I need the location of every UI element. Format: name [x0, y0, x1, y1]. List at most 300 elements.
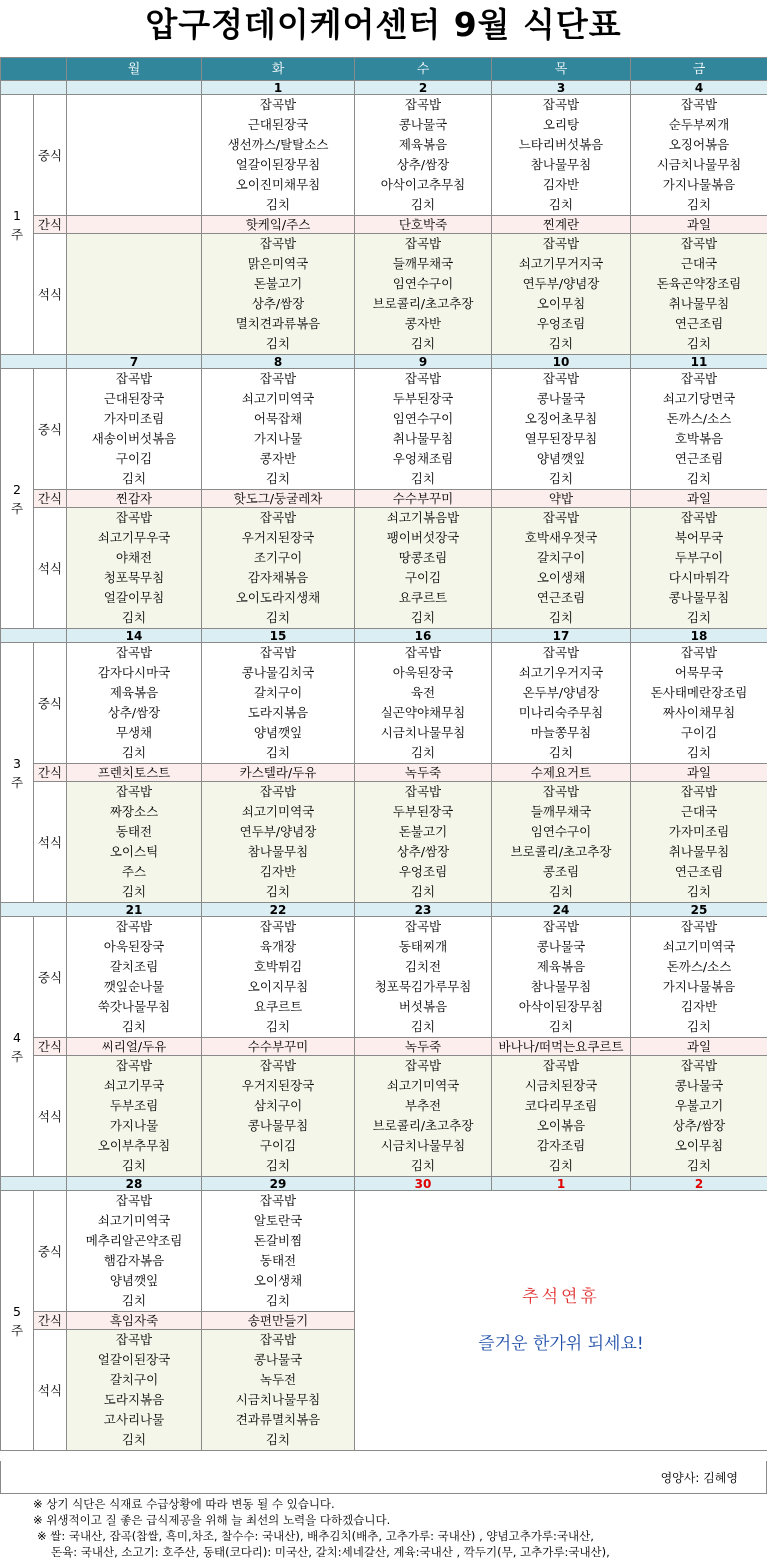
- menu-item: 양념깻잎: [536, 451, 586, 466]
- menu-item: 어묵무국: [674, 665, 724, 680]
- date-row-spacer: [1, 629, 67, 643]
- lunch-cell: [67, 1191, 202, 1312]
- menu-item: 요쿠르트: [398, 590, 448, 605]
- menu-item: 쇠고기무국: [103, 1078, 165, 1093]
- menu-item: 감자조림: [536, 1138, 586, 1153]
- menu-item: 김치: [548, 1019, 574, 1034]
- lunch-cell: [355, 643, 492, 764]
- menu-item: 쇠고기미역국: [662, 939, 736, 954]
- lunch-cell: [631, 369, 767, 490]
- menu-item: 김치: [686, 745, 712, 760]
- menu-item: 돈불고기: [398, 824, 448, 839]
- holiday-title: 추석연휴: [522, 1286, 600, 1307]
- menu-item: 잡곡밥: [680, 919, 718, 934]
- dinner-cell: [631, 782, 767, 903]
- menu-item: 코다리무조림: [524, 1098, 598, 1113]
- menu-item: 쇠고기무우국: [97, 530, 171, 545]
- snack-cell: 핫케잌/주스: [202, 216, 355, 234]
- menu-item: 돈갈비찜: [253, 1233, 303, 1248]
- menu-item: 김치전: [404, 959, 442, 974]
- menu-item: 김치: [121, 471, 147, 486]
- date-cell: 28: [67, 1177, 202, 1191]
- menu-item: 시금치나물무침: [656, 157, 742, 172]
- menu-item: 잡곡밥: [542, 97, 580, 112]
- menu-item: 김치: [121, 1158, 147, 1173]
- menu-item: 호박튀김: [253, 959, 303, 974]
- menu-item: 잡곡밥: [115, 510, 153, 525]
- menu-item: 조기구이: [253, 550, 303, 565]
- menu-item: 돈사태메란장조림: [650, 685, 748, 700]
- menu-item: 잡곡밥: [680, 236, 718, 251]
- menu-item: 얼갈이된장무침: [235, 157, 321, 172]
- menu-item: 오이무침: [674, 1138, 724, 1153]
- menu-item: 김치: [410, 197, 436, 212]
- menu-item: 도라지볶음: [103, 1392, 165, 1407]
- menu-item: 온두부/양념장: [522, 685, 600, 700]
- dinner-cell: [355, 508, 492, 629]
- menu-item: 쇠고기당면국: [662, 391, 736, 406]
- menu-item: 육전: [410, 685, 436, 700]
- menu-item: 김치: [265, 884, 291, 899]
- menu-item: 돈불고기: [253, 276, 303, 291]
- menu-item: 김치: [410, 336, 436, 351]
- menu-item: 잡곡밥: [259, 784, 297, 799]
- menu-item: 상추/쌈장: [672, 1118, 726, 1133]
- date-row-spacer: [1, 81, 67, 95]
- menu-item: 시금치나물무침: [235, 1392, 321, 1407]
- menu-item: 잡곡밥: [542, 371, 580, 386]
- menu-item: 김치: [265, 1432, 291, 1447]
- menu-item: 잡곡밥: [259, 1193, 297, 1208]
- menu-item: 콩나물무침: [247, 1118, 309, 1133]
- date-cell: 18: [631, 629, 767, 643]
- menu-item: 콩나물국: [536, 391, 586, 406]
- menu-item: 실곤약야채무침: [380, 705, 466, 720]
- dinner-cell: [202, 1330, 355, 1451]
- menu-item: 얼갈이된장국: [97, 1352, 171, 1367]
- menu-item: 콩나물무침: [668, 590, 730, 605]
- snack-cell: 핫도그/둥굴레차: [202, 490, 355, 508]
- lunch-cell: [492, 369, 631, 490]
- menu-item: 깻잎순나물: [103, 979, 165, 994]
- dinner-cell: [67, 1330, 202, 1451]
- menu-item: 김치: [548, 745, 574, 760]
- meal-label-dinner: 석식: [34, 1330, 67, 1451]
- menu-item: 아욱된장국: [103, 939, 165, 954]
- menu-item: 우엉조림: [398, 864, 448, 879]
- menu-item: 갈치구이: [253, 685, 303, 700]
- menu-item: 김치: [265, 1293, 291, 1308]
- day-header-4: 금: [631, 58, 767, 81]
- menu-item: 콩나물국: [674, 1078, 724, 1093]
- dinner-cell: [202, 508, 355, 629]
- snack-cell: 수수부꾸미: [355, 490, 492, 508]
- week-label: 5 주: [1, 1191, 34, 1451]
- menu-item: 잡곡밥: [542, 510, 580, 525]
- date-cell: 16: [355, 629, 492, 643]
- snack-cell: 카스텔라/두유: [202, 764, 355, 782]
- menu-item: 취나물무침: [392, 431, 454, 446]
- menu-item: 들깨무채국: [530, 804, 592, 819]
- menu-item: 김치: [265, 1158, 291, 1173]
- menu-item: 구이김: [680, 725, 718, 740]
- snack-cell: 단호박죽: [355, 216, 492, 234]
- menu-item: 잡곡밥: [259, 1058, 297, 1073]
- lunch-cell: [202, 369, 355, 490]
- menu-item: 우불고기: [674, 1098, 724, 1113]
- menu-item: 잡곡밥: [680, 510, 718, 525]
- menu-item: 두부구이: [674, 550, 724, 565]
- menu-item: 오징어초무침: [524, 411, 598, 426]
- menu-item: 삼치구이: [253, 1098, 303, 1113]
- menu-item: 김치: [410, 471, 436, 486]
- menu-item: 잡곡밥: [542, 919, 580, 934]
- menu-item: 잡곡밥: [542, 784, 580, 799]
- menu-item: 오이무침: [536, 296, 586, 311]
- menu-item: 김치: [686, 471, 712, 486]
- snack-cell: 프렌치토스트: [67, 764, 202, 782]
- menu-item: 근대국: [680, 804, 718, 819]
- menu-item: 시금치된장국: [524, 1078, 598, 1093]
- menu-item: 멸치견과류볶음: [235, 316, 321, 331]
- menu-item: 아욱된장국: [392, 665, 454, 680]
- dinner-cell: [202, 782, 355, 903]
- menu-item: 콩나물국: [536, 939, 586, 954]
- lunch-cell: [631, 643, 767, 764]
- menu-item: 김치: [265, 197, 291, 212]
- menu-item: 갈치조림: [109, 959, 159, 974]
- menu-item: 잡곡밥: [404, 97, 442, 112]
- snack-cell: 녹두죽: [355, 764, 492, 782]
- notes: [0, 1496, 767, 1560]
- menu-item: 참나물무침: [247, 844, 309, 859]
- menu-item: 호박새우젓국: [524, 530, 598, 545]
- menu-item: 감자채볶음: [247, 570, 309, 585]
- day-header-0: 월: [67, 58, 202, 81]
- lunch-cell: [202, 95, 355, 216]
- menu-item: 상추/쌈장: [396, 157, 450, 172]
- menu-item: 김치: [265, 1019, 291, 1034]
- dinner-cell: [67, 782, 202, 903]
- menu-item: 잡곡밥: [115, 1058, 153, 1073]
- menu-item: 김자반: [542, 177, 580, 192]
- menu-item: 상추/쌈장: [396, 844, 450, 859]
- day-header-1: 화: [202, 58, 355, 81]
- menu-item: 잡곡밥: [115, 784, 153, 799]
- menu-item: 잡곡밥: [404, 645, 442, 660]
- menu-item: 콩나물국: [253, 1352, 303, 1367]
- menu-item: 김치: [121, 1019, 147, 1034]
- menu-item: 잡곡밥: [115, 645, 153, 660]
- menu-item: 알토란국: [253, 1213, 303, 1228]
- lunch-cell: [492, 95, 631, 216]
- meal-label-dinner: 석식: [34, 782, 67, 903]
- menu-item: 참나물무침: [530, 979, 592, 994]
- menu-item: 콩자반: [259, 451, 297, 466]
- date-row-spacer: [1, 1177, 67, 1191]
- menu-item: 임연수구이: [530, 824, 592, 839]
- note-3: ※ 쌀: 국내산, 잡곡(찹쌀, 흑미,차조, 찰수수: 국내산), 배추김치(배추, 고추가루: 국내산) , 양념고추가루:국내산,: [37, 1529, 594, 1543]
- menu-item: 김치: [121, 610, 147, 625]
- menu-item: 잡곡밥: [259, 236, 297, 251]
- menu-item: 아삭이고추무침: [380, 177, 466, 192]
- menu-item: 브로콜리/초고추장: [372, 296, 474, 311]
- menu-item: 잡곡밥: [680, 97, 718, 112]
- menu-item: 김치: [265, 745, 291, 760]
- menu-item: 청포묵김가루무침: [374, 979, 472, 994]
- meal-label-lunch: 중식: [34, 1191, 67, 1312]
- dinner-cell: [202, 1056, 355, 1177]
- menu-item: 가지나물: [109, 1118, 159, 1133]
- menu-item: 우엉채조림: [392, 451, 454, 466]
- date-cell: 17: [492, 629, 631, 643]
- menu-item: 쑥갓나물무침: [97, 999, 171, 1014]
- menu-item: 잡곡밥: [259, 1332, 297, 1347]
- page-title: 압구정데이케어센터 9월 식단표: [145, 5, 622, 44]
- lunch-cell: [67, 643, 202, 764]
- meal-label-dinner: 석식: [34, 1056, 67, 1177]
- menu-item: 땅콩조림: [398, 550, 448, 565]
- menu-item: 취나물무침: [668, 296, 730, 311]
- menu-item: 연근조림: [674, 316, 724, 331]
- menu-item: 잡곡밥: [542, 236, 580, 251]
- menu-item: 청포묵무침: [103, 570, 165, 585]
- menu-item: 마늘쫑무침: [530, 725, 592, 740]
- menu-item: 임연수구이: [392, 411, 454, 426]
- menu-item: 근대된장국: [247, 117, 309, 132]
- note-1: ※ 상기 식단은 식재료 수급상황에 따라 변동 될 수 있습니다.: [33, 1497, 335, 1511]
- lunch-cell: [631, 95, 767, 216]
- menu-item: 쇠고기미역국: [241, 804, 315, 819]
- menu-item: 미나리숙주무침: [518, 705, 604, 720]
- date-cell: 2: [631, 1177, 767, 1191]
- menu-item: 요쿠르트: [253, 999, 303, 1014]
- date-cell: 25: [631, 903, 767, 917]
- menu-item: 양념깻잎: [109, 1273, 159, 1288]
- meal-label-snack: 간식: [34, 490, 67, 508]
- menu-item: 짜장소스: [109, 804, 159, 819]
- menu-item: 주스: [121, 864, 147, 879]
- menu-item: 김치: [121, 884, 147, 899]
- menu-item: 잡곡밥: [404, 236, 442, 251]
- menu-item: 잡곡밥: [404, 1058, 442, 1073]
- menu-item: 김치: [686, 1019, 712, 1034]
- menu-item: 가지나물볶음: [662, 979, 736, 994]
- menu-item: 제육볶음: [536, 959, 586, 974]
- header-corner: [1, 58, 67, 81]
- menu-item: 김치: [686, 610, 712, 625]
- date-cell: 7: [67, 355, 202, 369]
- menu-item: 맑은미역국: [247, 256, 309, 271]
- menu-item: 잡곡밥: [259, 510, 297, 525]
- date-cell: 23: [355, 903, 492, 917]
- menu-item: 임연수구이: [392, 276, 454, 291]
- menu-item: 오이생채: [253, 1273, 303, 1288]
- menu-item: 가지나물볶음: [662, 177, 736, 192]
- menu-item: 시금치나물무침: [380, 725, 466, 740]
- date-cell: 9: [355, 355, 492, 369]
- menu-item: 느타리버섯볶음: [518, 137, 604, 152]
- lunch-cell: [492, 917, 631, 1038]
- menu-item: 양념깻잎: [253, 725, 303, 740]
- menu-item: 구이김: [115, 451, 153, 466]
- menu-item: 잡곡밥: [542, 645, 580, 660]
- dinner-cell: [631, 1056, 767, 1177]
- date-cell: 10: [492, 355, 631, 369]
- snack-cell: 씨리얼/두유: [67, 1038, 202, 1056]
- snack-cell: 흑임자죽: [67, 1312, 202, 1330]
- menu-item: 김치: [548, 884, 574, 899]
- menu-item: 잡곡밥: [680, 371, 718, 386]
- menu-item: 두부된장국: [392, 804, 454, 819]
- menu-item: 김치: [410, 745, 436, 760]
- menu-item: 쇠고기미역국: [241, 391, 315, 406]
- dinner-cell: [492, 1056, 631, 1177]
- lunch-cell: [202, 643, 355, 764]
- menu-item: 연근조림: [674, 451, 724, 466]
- menu-item: 근대국: [680, 256, 718, 271]
- menu-item: 김치: [410, 1019, 436, 1034]
- menu-item: 김치: [686, 336, 712, 351]
- dinner-cell: [631, 508, 767, 629]
- menu-item: 연근조림: [674, 864, 724, 879]
- menu-item: 제육볶음: [109, 685, 159, 700]
- menu-item: 김치: [686, 1158, 712, 1173]
- menu-item: 김치: [548, 471, 574, 486]
- menu-item: 오이부추무침: [97, 1138, 171, 1153]
- date-cell: 2: [355, 81, 492, 95]
- week-label: 1 주: [1, 95, 34, 355]
- menu-item: 콩나물김치국: [241, 665, 315, 680]
- menu-item: 견과류멸치볶음: [235, 1412, 321, 1427]
- dinner-cell: [492, 234, 631, 355]
- snack-cell: 찐감자: [67, 490, 202, 508]
- snack-cell: 송편만들기: [202, 1312, 355, 1330]
- day-header-3: 목: [492, 58, 631, 81]
- menu-item: 잡곡밥: [680, 1058, 718, 1073]
- menu-item: 잡곡밥: [259, 645, 297, 660]
- menu-item: 쇠고기미역국: [97, 1213, 171, 1228]
- menu-item: 잡곡밥: [680, 645, 718, 660]
- menu-item: 쇠고기미역국: [386, 1078, 460, 1093]
- menu-item: 브로콜리/초고추장: [510, 844, 612, 859]
- menu-item: 김치: [265, 471, 291, 486]
- menu-item: 김치: [410, 610, 436, 625]
- week-label: 4 주: [1, 917, 34, 1177]
- menu-item: 야채전: [115, 550, 153, 565]
- snack-cell: 수제요거트: [492, 764, 631, 782]
- menu-item: 오이도라지생채: [235, 590, 321, 605]
- meal-label-snack: 간식: [34, 764, 67, 782]
- menu-item: 순두부찌개: [668, 117, 730, 132]
- menu-item: 새송이버섯볶음: [91, 431, 177, 446]
- menu-item: 김치: [410, 884, 436, 899]
- snack-cell: [67, 216, 202, 234]
- menu-item: 콩조림: [542, 864, 580, 879]
- meal-label-lunch: 중식: [34, 95, 67, 216]
- lunch-cell: [67, 917, 202, 1038]
- meal-label-snack: 간식: [34, 1038, 67, 1056]
- dinner-cell: [355, 1056, 492, 1177]
- menu-item: 호박볶음: [674, 431, 724, 446]
- menu-item: 어묵잡채: [253, 411, 303, 426]
- date-cell: 14: [67, 629, 202, 643]
- menu-item: 잡곡밥: [115, 371, 153, 386]
- menu-item: 쇠고기무거지국: [518, 256, 604, 271]
- snack-cell: 바나나/떠먹는요쿠르트: [492, 1038, 631, 1056]
- menu-item: 두부조림: [109, 1098, 159, 1113]
- date-row-spacer: [1, 355, 67, 369]
- date-cell: 1: [492, 1177, 631, 1191]
- menu-item: 가자미조림: [668, 824, 730, 839]
- day-header-2: 수: [355, 58, 492, 81]
- menu-item: 돈까스/소스: [666, 411, 732, 426]
- menu-item: 갈치구이: [109, 1372, 159, 1387]
- menu-item: 다시마튀각: [668, 570, 730, 585]
- menu-item: 브로콜리/초고추장: [372, 1118, 474, 1133]
- menu-item: 우거지된장국: [241, 530, 315, 545]
- menu-item: 오징어볶음: [668, 137, 730, 152]
- snack-cell: 약밥: [492, 490, 631, 508]
- dinner-cell: [492, 782, 631, 903]
- dinner-cell: [67, 234, 202, 355]
- menu-item: 버섯볶음: [398, 999, 448, 1014]
- menu-item: 동태전: [259, 1253, 297, 1268]
- menu-item: 콩자반: [404, 316, 442, 331]
- menu-item: 쇠고기우거지국: [518, 665, 604, 680]
- menu-item: 김치: [548, 336, 574, 351]
- menu-item: 잡곡밥: [259, 919, 297, 934]
- menu-item: 가지나물: [253, 431, 303, 446]
- menu-item: 얼갈이무침: [103, 590, 165, 605]
- dinner-cell: [67, 1056, 202, 1177]
- menu-item: 취나물무침: [668, 844, 730, 859]
- date-cell: [67, 81, 202, 95]
- date-cell: 30: [355, 1177, 492, 1191]
- menu-item: 김치: [265, 336, 291, 351]
- menu-item: 김자반: [680, 999, 718, 1014]
- menu-item: 김치: [686, 197, 712, 212]
- menu-item: 감자다시마국: [97, 665, 171, 680]
- menu-item: 김치: [265, 610, 291, 625]
- menu-item: 연두부/양념장: [522, 276, 600, 291]
- dinner-cell: [492, 508, 631, 629]
- snack-cell: 녹두죽: [355, 1038, 492, 1056]
- menu-item: 오이스틱: [109, 844, 159, 859]
- lunch-cell: [67, 369, 202, 490]
- snack-cell: 찐계란: [492, 216, 631, 234]
- menu-item: 참나물무침: [530, 157, 592, 172]
- dinner-cell: [631, 234, 767, 355]
- menu-item: 아삭이된장무침: [518, 999, 604, 1014]
- menu-item: 근대된장국: [103, 391, 165, 406]
- menu-item: 김치: [548, 197, 574, 212]
- meal-label-dinner: 석식: [34, 508, 67, 629]
- lunch-cell: [631, 917, 767, 1038]
- menu-item: 오이생채: [536, 570, 586, 585]
- menu-item: 잡곡밥: [115, 1193, 153, 1208]
- menu-item: 생선까스/탈탈소스: [227, 137, 329, 152]
- menu-item: 북어무국: [674, 530, 724, 545]
- dietitian-name: 영양사: 김혜영: [660, 1471, 738, 1485]
- menu-item: 시금치나물무침: [380, 1138, 466, 1153]
- date-cell: 22: [202, 903, 355, 917]
- menu-item: 무생채: [115, 725, 153, 740]
- date-cell: 3: [492, 81, 631, 95]
- menu-item: 상추/쌈장: [107, 705, 161, 720]
- meal-label-dinner: 석식: [34, 234, 67, 355]
- menu-item: 오이진미채무침: [235, 177, 321, 192]
